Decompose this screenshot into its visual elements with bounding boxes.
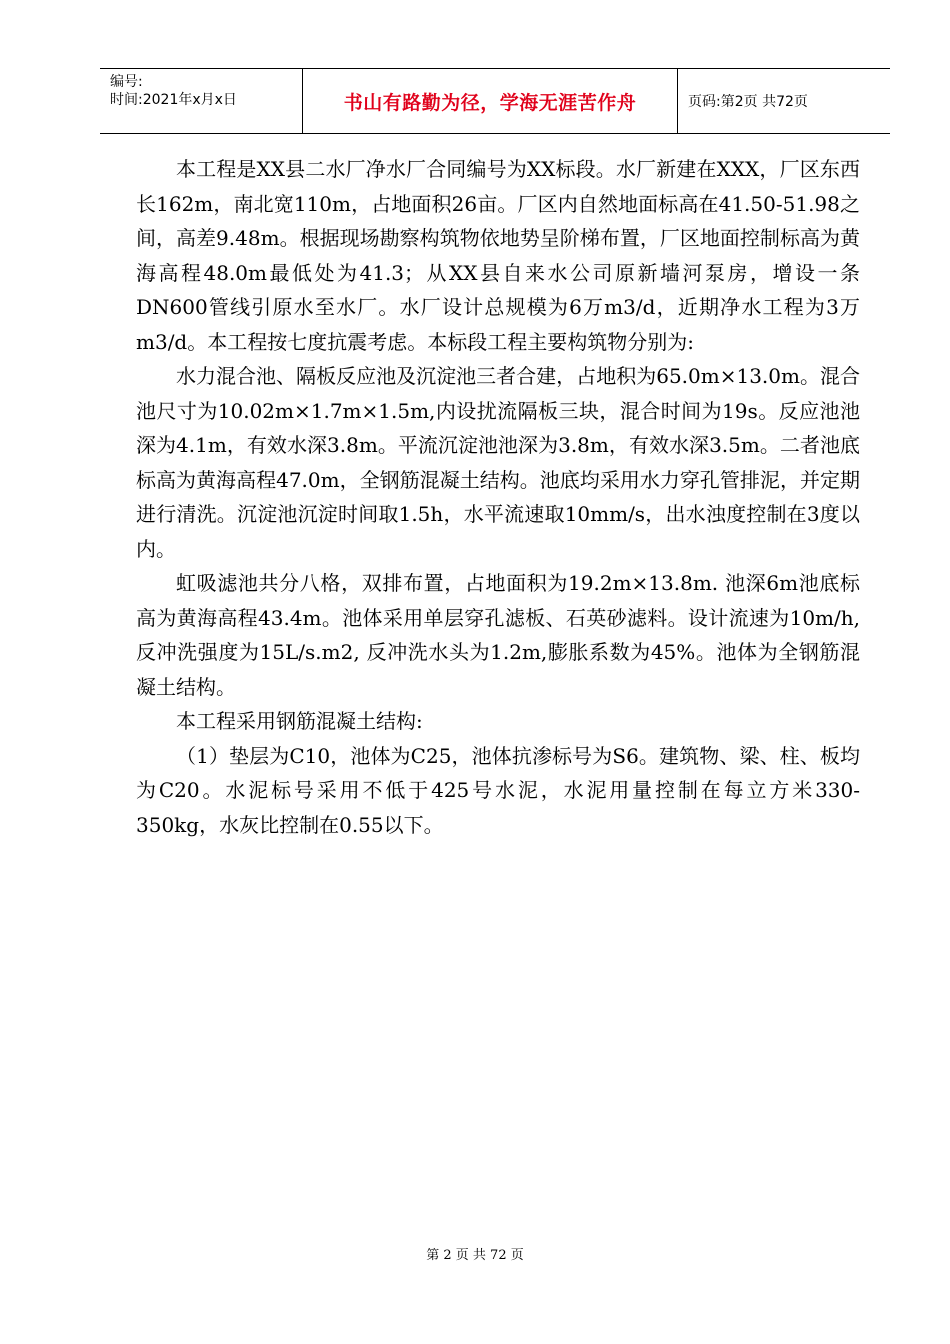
header-motto: 书山有路勤为径，学海无涯苦作舟: [303, 69, 678, 133]
header-meta: [100, 69, 303, 133]
paragraph-1: 本工程是XX县二水厂净水厂合同编号为XX标段。水厂新建在XXX，厂区东西长162m，南北宽110m，占地面积26亩。厂区内自然地面标高在41.50-51.98之间，高差9.48m。根据现场勘察构筑物依地势呈阶梯布置，厂区地面控制标高为黄海高程48.0m最低处为41.3；从XX县自来水公司原新墙河泵房，增设一条DN600管线引原水至水厂。水厂设计总规模为6万m3/d，近期净水工程为3万m3/d。本工程按七度抗震考虑。本标段工程主要构筑物分别为:: [136, 157, 860, 354]
time-label: 时间:2021年x月x日: [110, 92, 237, 108]
paragraph-4: 本工程采用钢筋混凝土结构:: [176, 709, 423, 733]
page-header: [100, 68, 890, 134]
header-page-code: 页码:第2页 共72页: [688, 94, 808, 110]
document-body: [136, 152, 860, 842]
paragraph-3: 虹吸滤池共分八格，双排布置，占地面积为19.2m×13.8m. 池深6m池底标高为黄海高程43.4m。池体采用单层穿孔滤板、石英砂滤料。设计流速为10m/h,反冲洗强度为15L/s.m2, 反冲洗水头为1.2m,膨胀系数为45%。池体为全钢筋混凝土结构。: [136, 571, 860, 699]
number-label: 编号:: [110, 74, 143, 90]
page-footer: 第 2 页 共 72 页: [426, 1248, 524, 1263]
paragraph-2: 水力混合池、隔板反应池及沉淀池三者合建，占地积为65.0m×13.0m。混合池尺寸为10.02m×1.7m×1.5m,内设扰流隔板三块，混合时间为19s。反应池池深为4.1m，有效水深3.8m。平流沉淀池池深为3.8m，有效水深3.5m。二者池底标高为黄海高程47.0m，全钢筋混凝土结构。池底均采用水力穿孔管排泥，并定期进行清洗。沉淀池沉淀时间取1.5h，水平流速取10mm/s，出水浊度控制在3度以内。: [136, 364, 860, 561]
paragraph-5: （1）垫层为C10，池体为C25，池体抗渗标号为S6。建筑物、梁、柱、板均为C20。水泥标号采用不低于425号水泥，水泥用量控制在每立方米330-350kg，水灰比控制在0.55以下。: [136, 743, 860, 837]
